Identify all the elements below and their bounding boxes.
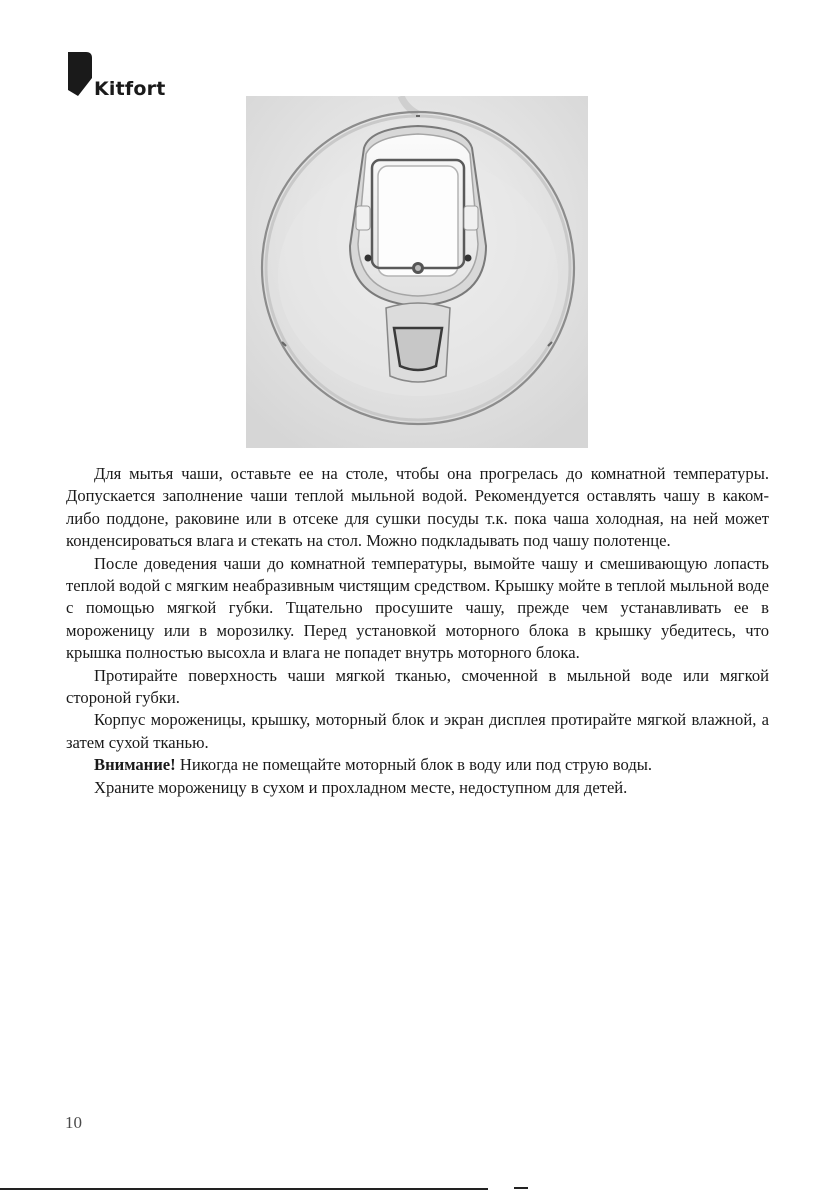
warning-label: Внимание!: [94, 755, 176, 775]
warning-text: Никогда не помещайте моторный блок в воду или под струю воды.: [175, 755, 653, 775]
kitfort-logo-icon: [64, 50, 94, 98]
paragraph: Протирайте поверхность чаши мягкой тканью, смоченной в мыльной воде или мягкой стороной губки.: [66, 665, 769, 708]
warning-paragraph: [66, 754, 769, 776]
page-number: 10: [65, 1113, 82, 1132]
paragraph: Храните мороженицу в сухом и прохладном месте, недоступном для детей.: [94, 777, 628, 797]
body-text: [66, 463, 769, 799]
paragraph: Корпус мороженицы, крышку, моторный блок и экран дисплея протирайте мягкой влажной, а затем сухой тканью.: [66, 710, 769, 752]
paragraph: После доведения чаши до комнатной температуры, вымойте чашу и смешивающую лопасть теплой водой с мягким неабразивным чистящим средством. Крышку мойте в теплой мыльной воде с помощью мягкой губки. Тщательно просушите чашу, прежде чем устанавливать ее в мороженицу или в морозилку. Перед установкой моторного блока в крышку убедитесь, что крышка полностью высохла и влага не попадет внутрь моторного блока.: [66, 553, 769, 663]
paragraph: Для мытья чаши, оставьте ее на столе, чтобы она прогрелась до комнатной температуры. Допускается заполнение чаши теплой мыльной водой. Рекомендуется оставлять чашу в каком-либо поддоне, раковине или в отсеке для сушки посуды т.к. пока чаша холодная, на ней может конденсироваться влага и стекать на стол. Можно подкладывать под чашу полотенце.: [66, 464, 769, 551]
ice-cream-maker-lid-illustration: [246, 96, 588, 448]
lid-photo: [246, 96, 588, 448]
brand-name: Kitfort: [94, 78, 166, 100]
bottom-mark: [514, 1187, 528, 1189]
brand-logo: [64, 50, 174, 100]
bottom-rule: [0, 1188, 488, 1190]
